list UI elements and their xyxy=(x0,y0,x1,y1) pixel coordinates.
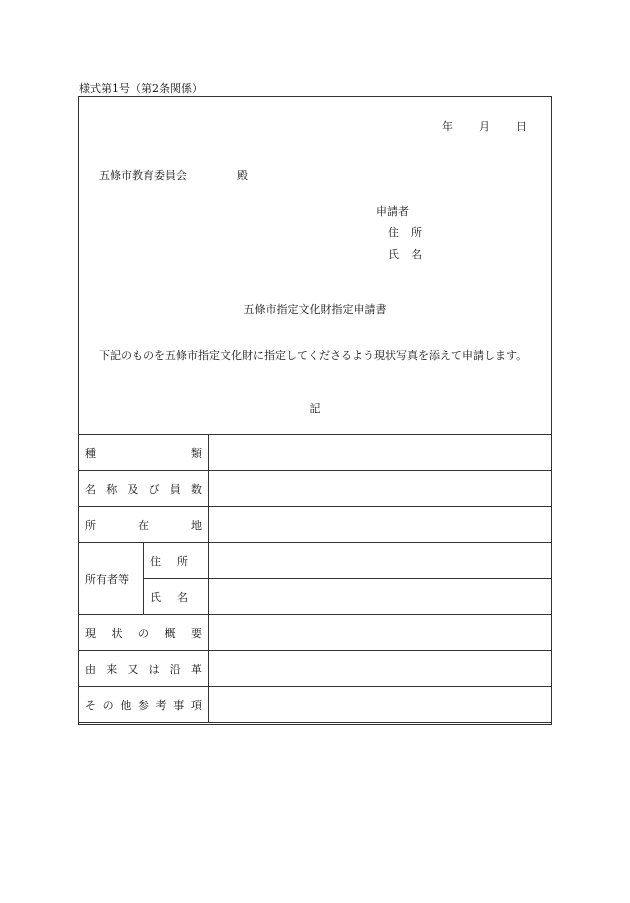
location-label: 所 在 地 xyxy=(79,507,209,543)
details-table xyxy=(78,434,552,723)
owner-address-field[interactable] xyxy=(209,543,552,579)
application-form xyxy=(78,96,552,725)
current-state-label: 現 状 の 概 要 xyxy=(79,615,209,651)
name-count-field[interactable] xyxy=(209,471,552,507)
table-row xyxy=(79,471,552,507)
applicant-address-label: 住 所 xyxy=(388,226,422,239)
owner-name-field[interactable] xyxy=(209,579,552,615)
honorific: 殿 xyxy=(237,169,248,182)
location-field[interactable] xyxy=(209,507,552,543)
kind-field[interactable] xyxy=(209,435,552,471)
kind-label: 種 類 xyxy=(79,435,209,471)
body-text: 下記のものを五條市指定文化財に指定してくださるよう現状写真を添えて申請します。 xyxy=(99,349,528,362)
date-month-label: 月 xyxy=(479,120,490,133)
table-row xyxy=(79,507,552,543)
other-label: そ の 他 参 考 事 項 xyxy=(79,687,209,723)
document-title: 五條市指定文化財指定申請書 xyxy=(243,303,387,316)
table-row xyxy=(79,615,552,651)
applicant-title: 申請者 xyxy=(376,205,409,218)
history-field[interactable] xyxy=(209,651,552,687)
form-number: 様式第1号（第2条関係） xyxy=(79,82,203,95)
history-label: 由 来 又 は 沿 革 xyxy=(79,651,209,687)
owner-name-label: 氏 名 xyxy=(144,579,209,615)
table-row xyxy=(79,687,552,723)
date-day-label: 日 xyxy=(516,120,527,133)
applicant-name-label: 氏 名 xyxy=(388,248,422,261)
table-row xyxy=(79,579,552,615)
date-year-label: 年 xyxy=(442,120,453,133)
owner-address-label: 住 所 xyxy=(144,543,209,579)
other-field[interactable] xyxy=(209,687,552,723)
addressee: 五條市教育委員会 xyxy=(99,169,187,182)
ki-label: 記 xyxy=(309,402,321,415)
date-line xyxy=(442,118,527,134)
table-row xyxy=(79,651,552,687)
table-row xyxy=(79,543,552,579)
name-count-label: 名 称 及 び 員 数 xyxy=(79,471,209,507)
current-state-field[interactable] xyxy=(209,615,552,651)
owner-label: 所有者等 xyxy=(79,543,144,615)
table-row xyxy=(79,435,552,471)
